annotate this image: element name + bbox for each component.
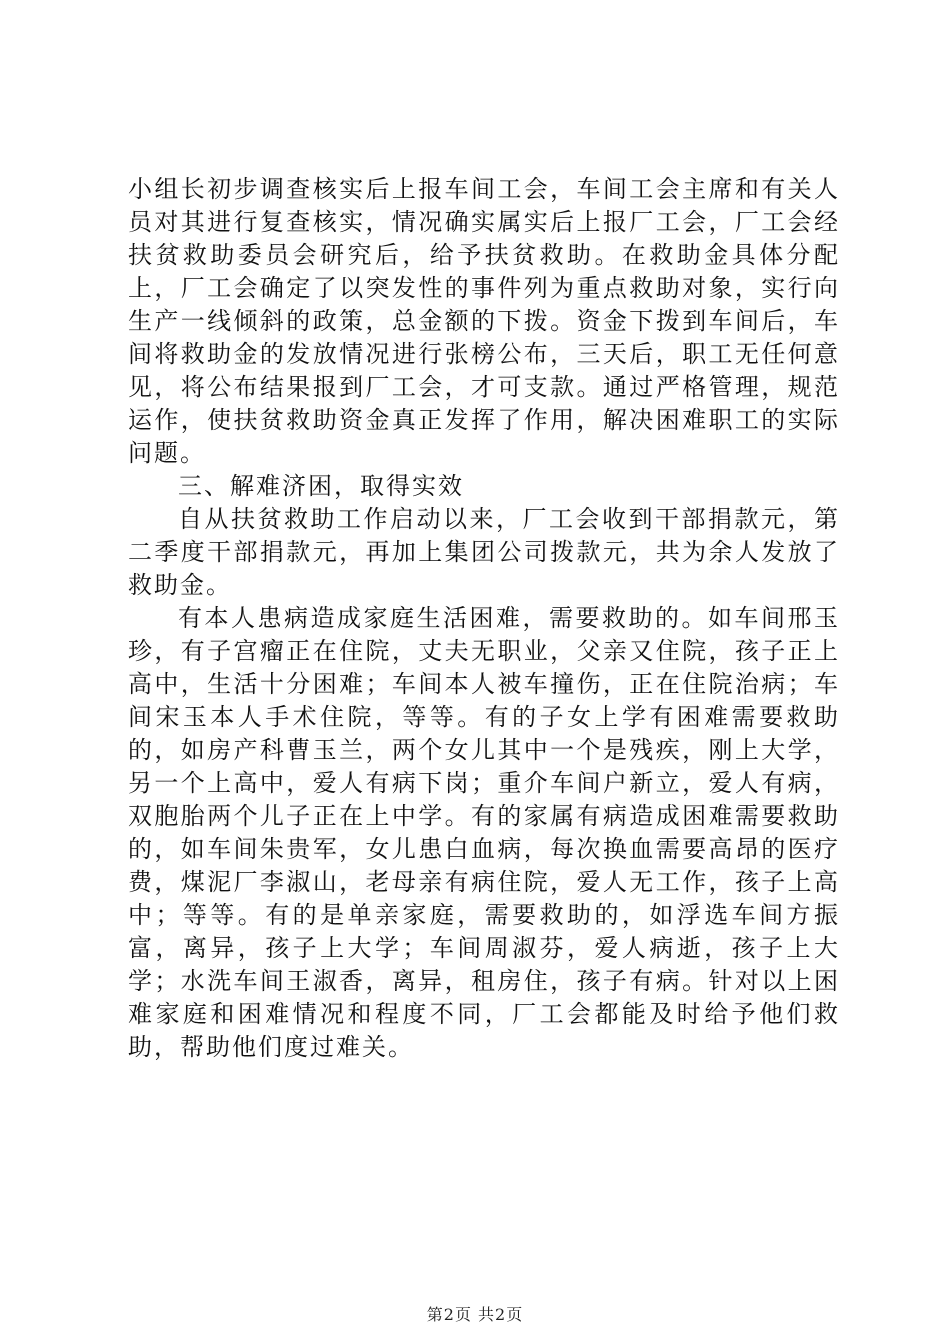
page-footer: 第2页 共2页 xyxy=(426,1305,524,1324)
document-body xyxy=(128,173,840,1064)
paragraph-aid-cases: 有本人患病造成家庭生活困难，需要救助的。如车间邢玉珍，有子宫瘤正在住院，丈夫无职业，父亲又住院，孩子正上高中，生活十分困难；车间本人被车撞伤，正在住院治病；车间宋玉本人手术住院，等等。有的子女上学有困难需要救助的，如房产科曹玉兰，两个女儿其中一个是残疾，刚上大学，另一个上高中，爱人有病下岗；重介车间户新立，爱人有病，双胞胎两个儿子正在上中学。有的家属有病造成困难需要救助的，如车间朱贵军，女儿患白血病，每次换血需要高昂的医疗费，煤泥厂李淑山，老母亲有病住院，爱人无工作，孩子上高中；等等。有的是单亲家庭，需要救助的，如浮选车间方振富，离异，孩子上大学；车间周淑芬，爱人病逝，孩子上大学；水洗车间王淑香，离异，租房住，孩子有病。针对以上困难家庭和困难情况和程度不同，厂工会都能及时给予他们救助，帮助他们度过难关。 xyxy=(128,604,840,1061)
paragraph-continuation: 小组长初步调查核实后上报车间工会，车间工会主席和有关人员对其进行复查核实，情况确实属实后上报厂工会，厂工会经扶贫救助委员会研究后，给予扶贫救助。在救助金具体分配上，厂工会确定了以突发性的事件列为重点救助对象，实行向生产一线倾斜的政策，总金额的下拨。资金下拨到车间后，车间将救助金的发放情况进行张榜公布，三天后，职工无任何意见，将公布结果报到厂工会，才可支款。通过严格管理，规范运作，使扶贫救助资金真正发挥了作用，解决困难职工的实际问题。 xyxy=(128,175,840,467)
section-heading: 三、解难济困，取得实效 xyxy=(178,472,464,500)
paragraph-funding-summary: 自从扶贫救助工作启动以来，厂工会收到干部捐款元，第二季度干部捐款元，再加上集团公司拨款元，共为余人发放了救助金。 xyxy=(128,505,840,599)
